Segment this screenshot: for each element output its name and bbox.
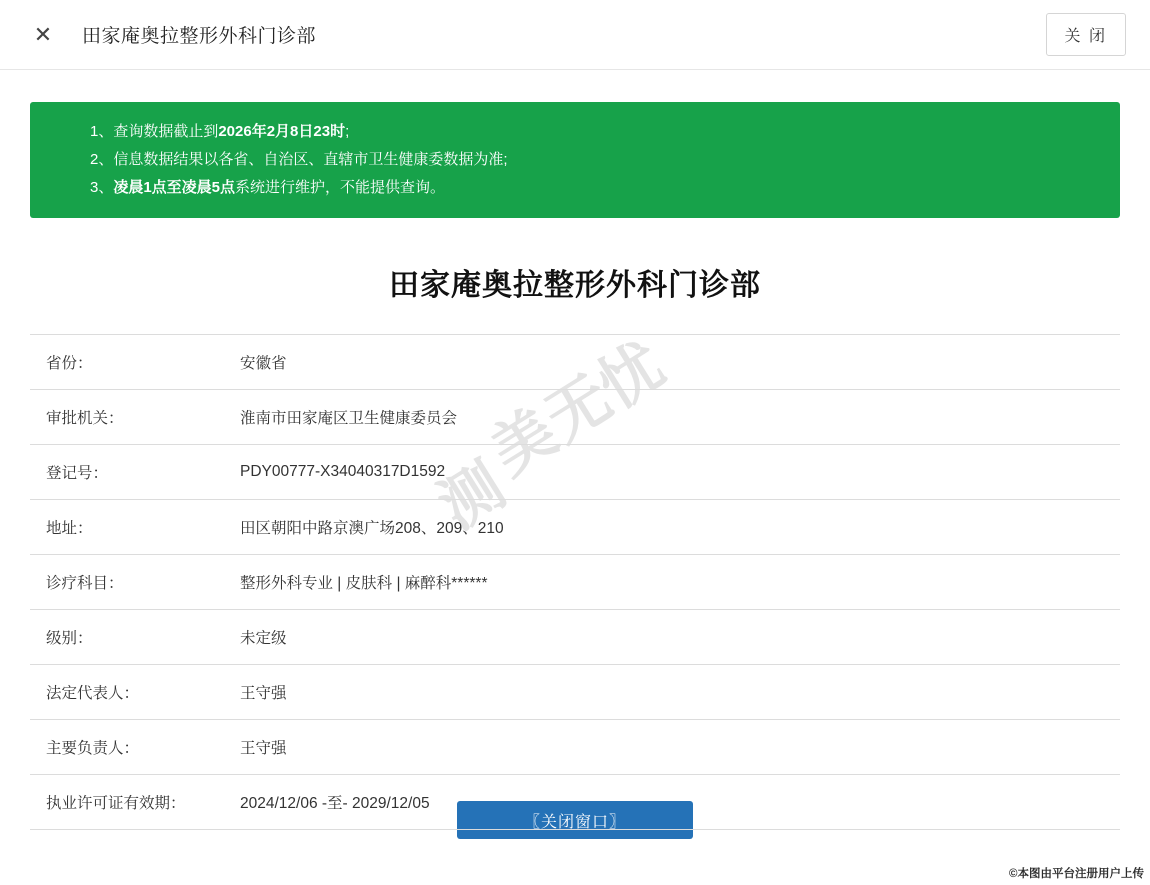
row-value: 整形外科专业 | 皮肤科 | 麻醉科****** (240, 575, 488, 592)
table-row (30, 610, 1120, 665)
close-window-button[interactable]: 〖关闭窗口〗 (457, 801, 693, 839)
table-row (30, 775, 1120, 830)
watermark-line-2: 美 (480, 397, 569, 489)
watermark-line-1: 无忧 (534, 331, 677, 455)
row-value: 田区朝阳中路京澳广场208、209、210 (240, 520, 504, 537)
window-titlebar (0, 0, 1150, 70)
row-label: 诊疗科目： (46, 575, 124, 592)
row-label: 登记号： (46, 465, 109, 482)
row-value: 王守强 (240, 740, 287, 757)
upload-credit-note: ©本图由平台注册用户上传 (1009, 868, 1144, 880)
notice-line-3: 3、凌晨1点至凌晨5点系统进行维护，不能提供查询。 (90, 179, 446, 196)
row-value: 王守强 (240, 685, 287, 702)
row-label: 主要负责人： (46, 740, 140, 757)
row-value: 2024/12/06 -至- 2029/12/05 (240, 795, 430, 812)
notice-line-2: 2、信息数据结果以各省、自治区、直辖市卫生健康委数据为准; (90, 151, 508, 168)
window-title: 田家庵奥拉整形外科门诊部 (82, 26, 317, 47)
page-title: 田家庵奥拉整形外科门诊部 (389, 269, 761, 302)
table-row (30, 720, 1120, 775)
table-row (30, 665, 1120, 720)
table-row (30, 500, 1120, 555)
close-button[interactable]: 关 闭 (1046, 13, 1126, 56)
table-row (30, 335, 1120, 390)
row-label: 地址： (46, 520, 93, 537)
row-label: 审批机关： (46, 410, 124, 427)
close-icon[interactable]: ✕ (33, 21, 53, 47)
row-label: 省份： (46, 355, 93, 372)
row-label: 法定代表人： (46, 685, 140, 702)
watermark-line-3: 测 (428, 451, 517, 543)
row-value: 未定级 (240, 630, 287, 647)
clinic-info-table (30, 334, 1120, 830)
table-row (30, 390, 1120, 445)
row-label: 级别： (46, 630, 93, 647)
notice-banner (30, 102, 1120, 218)
row-value: PDY00777-X34040317D1592 (240, 463, 446, 480)
row-value: 淮南市田家庵区卫生健康委员会 (240, 410, 458, 427)
notice-line-1: 1、查询数据截止到2026年2月8日23时; (90, 123, 350, 140)
row-value: 安徽省 (240, 355, 287, 372)
table-row (30, 555, 1120, 610)
table-row (30, 445, 1120, 500)
row-label: 执业许可证有效期： (46, 795, 186, 812)
